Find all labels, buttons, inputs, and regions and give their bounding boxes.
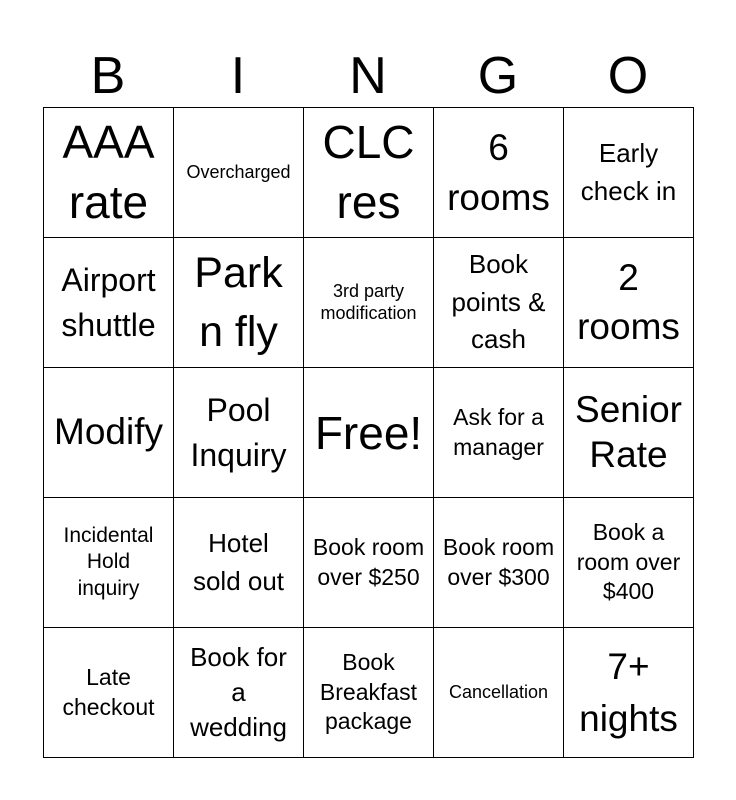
cell-label: Incidental Hold inquiry xyxy=(63,524,154,600)
cell-label: Overcharged xyxy=(186,161,291,182)
bingo-cell-r1-c5[interactable] xyxy=(564,108,694,238)
bingo-cell-r1-c3[interactable] xyxy=(304,108,434,238)
bingo-cell-r2-c1[interactable] xyxy=(44,238,174,368)
cell-label: Early check in xyxy=(580,137,677,206)
header-letter-b: B xyxy=(90,47,126,105)
bingo-cell-r3-c2[interactable] xyxy=(174,368,304,498)
bingo-cell-r3-c1[interactable] xyxy=(44,368,174,498)
bingo-cell-r4-c1[interactable] xyxy=(44,498,174,628)
header-letter-g: G xyxy=(477,47,519,105)
cell-label: Pool Inquiry xyxy=(190,391,287,473)
bingo-cell-r5-c4[interactable] xyxy=(434,628,564,758)
bingo-cell-r4-c4[interactable] xyxy=(434,498,564,628)
bingo-cell-r1-c2[interactable] xyxy=(174,108,304,238)
cell-label: Book for a wedding xyxy=(190,641,287,743)
bingo-cell-r2-c2[interactable] xyxy=(174,238,304,368)
cell-label: 2 rooms xyxy=(577,257,680,347)
cell-label: Senior Rate xyxy=(575,389,682,475)
bingo-cell-r3-c4[interactable] xyxy=(434,368,564,498)
bingo-cell-r2-c3[interactable] xyxy=(304,238,434,368)
bingo-cell-r4-c2[interactable] xyxy=(174,498,304,628)
cell-label: Cancellation xyxy=(448,681,549,702)
cell-label: Book points & cash xyxy=(451,248,546,355)
bingo-cell-r1-c1[interactable] xyxy=(44,108,174,238)
cell-label: 3rd party modification xyxy=(320,280,417,323)
bingo-cell-r2-c5[interactable] xyxy=(564,238,694,368)
cell-label: 7+ nights xyxy=(579,645,678,739)
bingo-cell-r4-c3[interactable] xyxy=(304,498,434,628)
bingo-header xyxy=(43,45,693,107)
bingo-grid xyxy=(43,107,694,758)
cell-label: Book room over $300 xyxy=(442,533,555,590)
cell-label: CLC res xyxy=(322,115,415,228)
header-letter-i: I xyxy=(230,47,246,105)
cell-label: Park n fly xyxy=(194,249,283,356)
cell-label: Book a room over $400 xyxy=(576,518,681,605)
bingo-cell-r4-c5[interactable] xyxy=(564,498,694,628)
header-letter-n: N xyxy=(349,47,387,105)
cell-label: AAA rate xyxy=(62,115,155,228)
bingo-cell-r2-c4[interactable] xyxy=(434,238,564,368)
bingo-cell-r1-c4[interactable] xyxy=(434,108,564,238)
cell-label: Book room over $250 xyxy=(312,533,425,590)
bingo-cell-r5-c3[interactable] xyxy=(304,628,434,758)
bingo-cell-r5-c5[interactable] xyxy=(564,628,694,758)
cell-label: Late checkout xyxy=(62,663,155,720)
cell-label: Airport shuttle xyxy=(61,261,156,343)
bingo-cell-r5-c1[interactable] xyxy=(44,628,174,758)
cell-label: Ask for a manager xyxy=(453,403,544,460)
cell-label: Modify xyxy=(54,411,163,453)
header-letter-o: O xyxy=(607,47,649,105)
bingo-cell-r3-c3[interactable] xyxy=(304,368,434,498)
cell-label: 6 rooms xyxy=(447,126,550,218)
bingo-cell-r3-c5[interactable] xyxy=(564,368,694,498)
cell-label: Hotel sold out xyxy=(192,527,285,596)
cell-label: Free! xyxy=(314,406,423,459)
bingo-cell-r5-c2[interactable] xyxy=(174,628,304,758)
cell-label: Book Breakfast package xyxy=(319,648,418,735)
